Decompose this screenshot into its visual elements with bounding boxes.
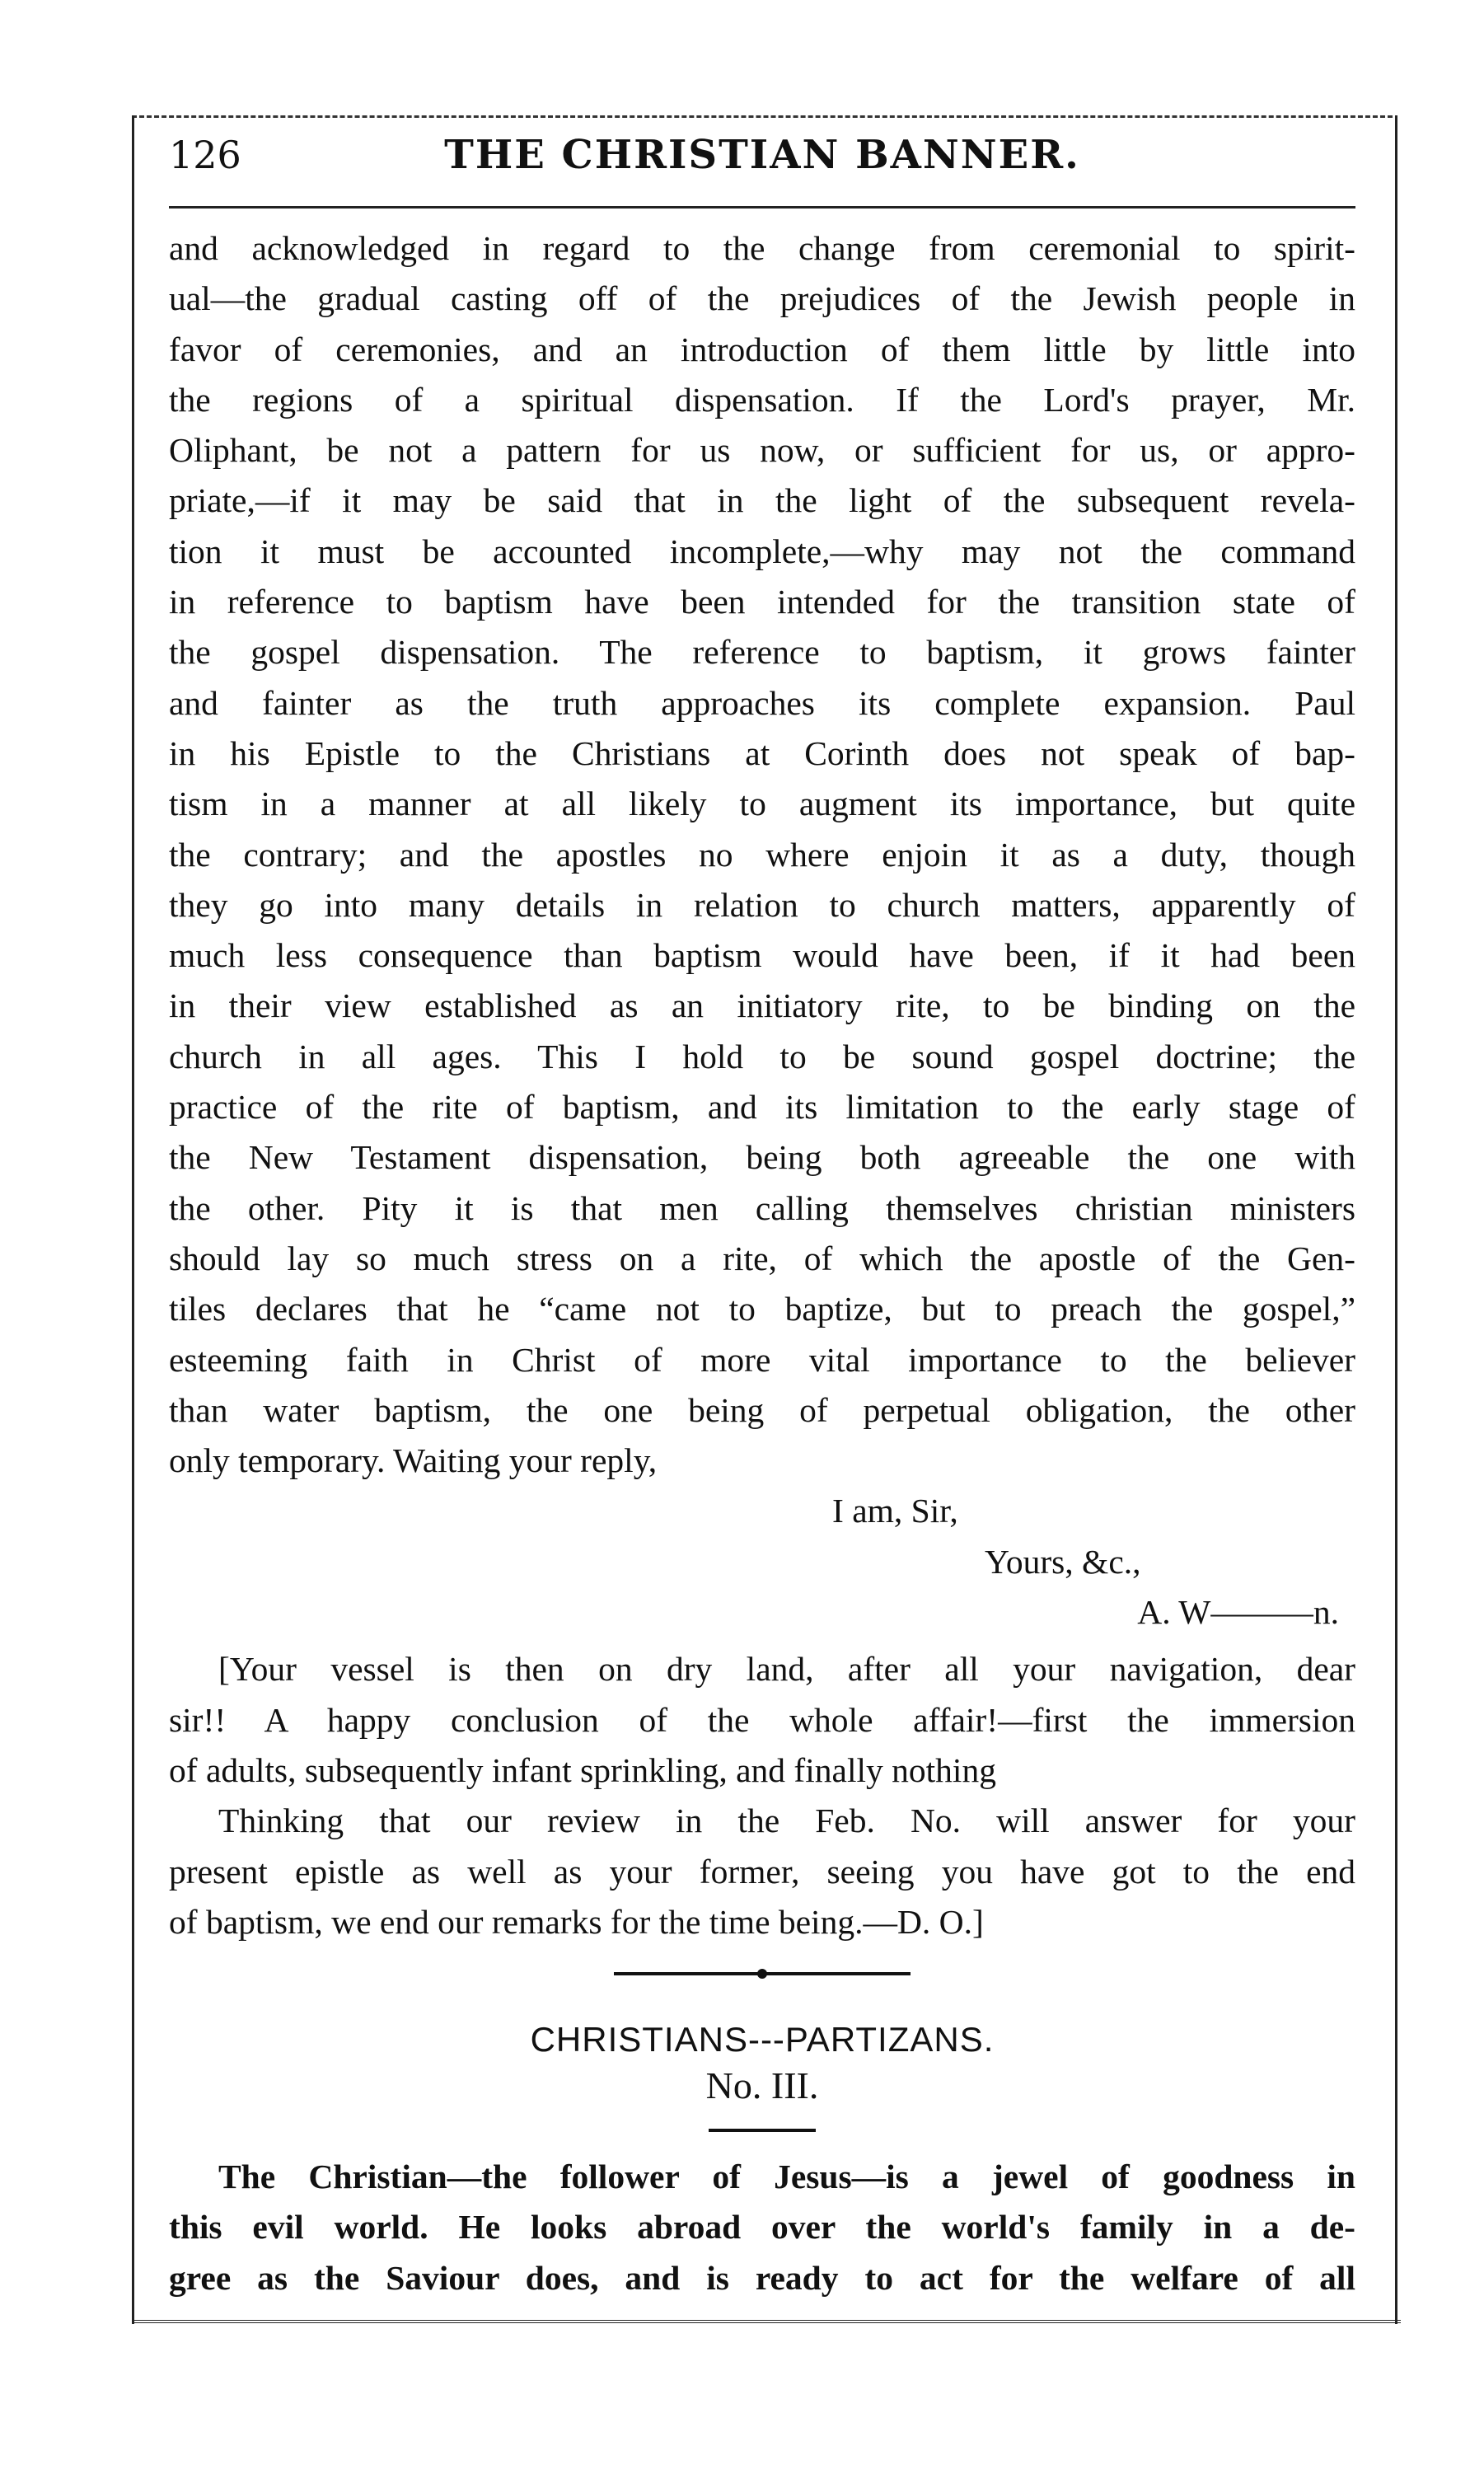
text-line: tiles declares that he “came not to baptize, but to preach the gospel,” <box>169 1290 1355 1328</box>
closing-yours: Yours, &c., <box>985 1542 1141 1581</box>
editor-note <box>169 1644 1355 1947</box>
text-line: and fainter as the truth approaches its complete expansion. Paul <box>169 683 1355 722</box>
text-line: should lay so much stress on a rite, of which the apostle of the Gen- <box>169 1239 1355 1277</box>
text-line: in their view established as an initiatory rite, to be binding on the <box>169 986 1355 1025</box>
text-line: favor of ceremonies, and an introduction of them little by little into <box>169 330 1355 368</box>
page-number: 126 <box>169 133 241 177</box>
text-line: The Christian—the follower of Jesus—is a jewel of goodness in <box>218 2158 1355 2196</box>
text-line: much less consequence than baptism would have been, if it had been <box>169 936 1355 975</box>
text-line: ual—the gradual casting off of the prejudices of the Jewish people in <box>169 279 1355 318</box>
text-line: Thinking that our review in the Feb. No. will answer for your <box>218 1802 1355 1840</box>
text-line: of baptism, we end our remarks for the time being.—D. O.] <box>169 1902 984 1941</box>
text-line: only temporary. Waiting your reply, <box>169 1441 658 1480</box>
text-line: the other. Pity it is that men calling themselves christian ministers <box>169 1188 1355 1227</box>
text-line: and acknowledged in regard to the change from ceremonial to spirit- <box>169 229 1355 267</box>
text-line: [Your vessel is then on dry land, after all your navigation, dear <box>218 1650 1355 1689</box>
text-line: Oliphant, be not a pattern for us now, or sufficient for us, or appro- <box>169 431 1355 470</box>
article-number: No. III. <box>705 2064 819 2107</box>
text-line: sir!! A happy conclusion of the whole affair!—first the immersion <box>169 1700 1355 1739</box>
text-line: present epistle as well as your former, seeing you have got to the end <box>169 1852 1355 1891</box>
text-line: this evil world. He looks abroad over the world's family in a de- <box>169 2208 1355 2247</box>
page-content <box>169 132 1355 2303</box>
ornamental-divider <box>614 1972 911 1975</box>
letter-body <box>169 223 1355 1486</box>
text-line: in his Epistle to the Christians at Corinth does not speak of bap- <box>169 733 1355 772</box>
text-line: the regions of a spiritual dispensation. If the Lord's prayer, Mr. <box>169 380 1355 419</box>
text-line: priate,—if it may be said that in the light of the subsequent revela- <box>169 481 1355 520</box>
text-line: they go into many details in relation to church matters, apparently of <box>169 885 1355 924</box>
text-line: the contrary; and the apostles no where enjoin it as a duty, though <box>169 835 1355 874</box>
text-line: than water baptism, the one being of perpetual obligation, the other <box>169 1390 1355 1429</box>
text-line: the New Testament dispensation, being both agreeable the one with <box>169 1138 1355 1177</box>
letter-closing <box>169 1486 1355 1638</box>
page-header <box>169 132 1355 209</box>
text-line: tism in a manner at all likely to augment its importance, but quite <box>169 785 1355 823</box>
title-rule <box>709 2129 816 2132</box>
text-line: of adults, subsequently infant sprinkling, and finally nothing <box>169 1750 996 1789</box>
article-title: CHRISTIANS---PARTIZANS. <box>530 2020 995 2059</box>
text-line: church in all ages. This I hold to be sound gospel doctrine; the <box>169 1037 1355 1075</box>
article-body <box>169 2152 1355 2303</box>
signature: A. W———n. <box>1137 1593 1339 1632</box>
closing-salutation: I am, Sir, <box>832 1492 958 1530</box>
text-line: esteeming faith in Christ of more vital importance to the believer <box>169 1340 1355 1379</box>
text-line: tion it must be accounted incomplete,—why may not the command <box>169 532 1355 570</box>
running-title: THE CHRISTIAN BANNER. <box>444 132 1080 178</box>
page-border-bottom <box>132 2320 1401 2323</box>
text-line: the gospel dispensation. The reference to baptism, it grows fainter <box>169 633 1355 672</box>
text-line: gree as the Saviour does, and is ready to act for the welfare of all <box>169 2258 1355 2297</box>
text-line: in reference to baptism have been intended for the transition state of <box>169 583 1355 621</box>
text-line: practice of the rite of baptism, and its limitation to the early stage of <box>169 1088 1355 1127</box>
